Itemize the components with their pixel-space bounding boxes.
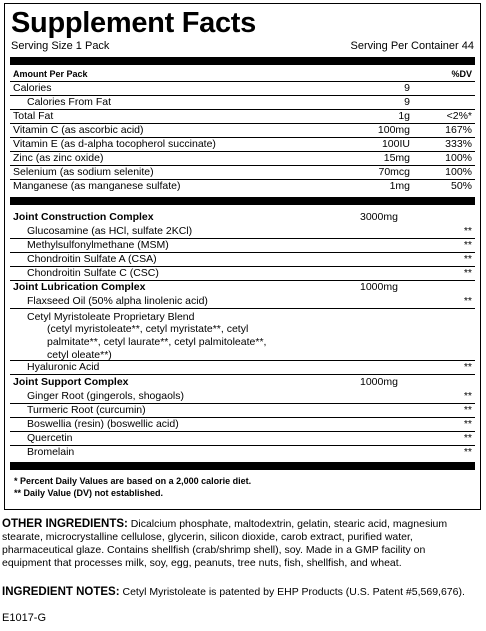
nutrient-amount: 9 xyxy=(404,96,410,108)
dv-header: %DV xyxy=(451,69,472,79)
ingredient-dv: ** xyxy=(463,446,472,458)
ingredient-row xyxy=(10,253,475,267)
nutrient-row xyxy=(10,96,475,110)
ingredient-row xyxy=(10,446,475,460)
nutrient-amount: 70mcg xyxy=(378,166,410,178)
nutrient-amount: 1g xyxy=(398,110,410,122)
ingredient-label: Methylsulfonylmethane (MSM) xyxy=(27,239,169,251)
nutrient-dv: 100% xyxy=(445,166,472,178)
blend-title: Cetyl Myristoleate Proprietary Blend xyxy=(27,311,195,323)
nutrient-label: Vitamin C (as ascorbic acid) xyxy=(13,124,144,136)
serving-size: Serving Size 1 Pack xyxy=(11,40,110,52)
ingredient-row xyxy=(10,390,475,404)
nutrient-dv: 100% xyxy=(445,152,472,164)
ingredient-label: Ginger Root (gingerols, shogaols) xyxy=(27,390,184,402)
complex-amount: 1000mg xyxy=(360,281,398,293)
nutrient-amount: 1mg xyxy=(389,180,410,192)
ingredient-label: Hyaluronic Acid xyxy=(27,361,100,373)
nutrient-dv: <2%* xyxy=(446,110,472,122)
thick-divider xyxy=(10,57,475,65)
blend-line: palmitate**, cetyl laurate**, cetyl palmitoleate**, xyxy=(47,336,267,348)
ingredient-dv: ** xyxy=(463,295,472,307)
ingredient-dv: ** xyxy=(463,361,472,373)
ingredient-label: Flaxseed Oil (50% alpha linolenic acid) xyxy=(27,295,208,307)
nutrient-row xyxy=(10,110,475,124)
ingredient-label: Glucosamine (as HCl, sulfate 2KCl) xyxy=(27,225,193,237)
nutrient-label: Zinc (as zinc oxide) xyxy=(13,152,104,164)
ingredient-dv: ** xyxy=(463,225,472,237)
supplement-facts-panel xyxy=(4,3,481,510)
ingredient-label: Bromelain xyxy=(27,446,75,458)
ingredient-label: Chondroitin Sulfate C (CSC) xyxy=(27,267,159,279)
ingredient-row xyxy=(10,418,475,432)
blend-line: (cetyl myristoleate**, cetyl myristate**, cetyl xyxy=(47,323,249,335)
nutrient-dv: 50% xyxy=(450,180,472,192)
nutrient-label: Total Fat xyxy=(13,110,54,122)
thick-divider xyxy=(10,197,475,205)
complex-header xyxy=(10,376,475,390)
nutrient-row xyxy=(10,152,475,166)
nutrient-amount: 100IU xyxy=(381,138,410,150)
nutrient-amount: 9 xyxy=(404,82,410,94)
ingredient-row xyxy=(10,432,475,446)
servings-per-container: Serving Per Container 44 xyxy=(350,40,474,52)
nutrient-amount: 15mg xyxy=(383,152,410,164)
ingredient-row xyxy=(10,225,475,239)
ingredient-row xyxy=(10,361,475,375)
complex-title: Joint Lubrication Complex xyxy=(13,281,146,293)
ingredient-notes xyxy=(2,586,465,599)
ingredient-label: Quercetin xyxy=(27,432,73,444)
ingredient-row xyxy=(10,404,475,418)
nutrient-row xyxy=(10,124,475,138)
other-ingredients xyxy=(2,518,447,531)
ingredient-dv: ** xyxy=(463,404,472,416)
ingredient-row xyxy=(10,239,475,253)
ingredient-label: Chondroitin Sulfate A (CSA) xyxy=(27,253,157,265)
nutrient-label: Calories From Fat xyxy=(27,96,112,108)
complex-header xyxy=(10,281,475,295)
complex-amount: 3000mg xyxy=(360,211,398,223)
ingredient-notes-text: Cetyl Myristoleate is patented by EHP Products (U.S. Patent #5,569,676). xyxy=(119,586,465,598)
ingredient-dv: ** xyxy=(463,253,472,265)
nutrient-amount: 100mg xyxy=(377,124,410,136)
ingredient-row xyxy=(10,295,475,309)
complex-header xyxy=(10,211,475,225)
ingredient-dv: ** xyxy=(463,390,472,402)
ingredient-label: Boswellia (resin) (boswellic acid) xyxy=(27,418,179,430)
footnote-dv: * Percent Daily Values are based on a 2,000 calorie diet. xyxy=(14,476,252,486)
nutrient-row xyxy=(10,82,475,96)
other-ingredients-line: equipment that processes milk, soy, egg, peanuts, tree nuts, fish, shellfish, and wheat. xyxy=(2,557,402,569)
complex-title: Joint Construction Complex xyxy=(13,211,154,223)
nutrient-dv: 333% xyxy=(445,138,472,150)
nutrient-label: Calories xyxy=(13,82,52,94)
nutrient-dv: 167% xyxy=(445,124,472,136)
thick-divider xyxy=(10,462,475,470)
nutrient-row xyxy=(10,180,475,194)
product-code: E1017-G xyxy=(2,612,47,624)
other-ingredients-line: stearate, microcrystalline cellulose, glycerin, silicon dioxide, carob extract, purified water, xyxy=(2,531,413,543)
nutrient-row xyxy=(10,138,475,152)
ingredient-label: Turmeric Root (curcumin) xyxy=(27,404,146,416)
blend-line: cetyl oleate**) xyxy=(47,349,112,361)
nutrient-row xyxy=(10,166,475,180)
ingredient-dv: ** xyxy=(463,418,472,430)
amount-per-pack-header: Amount Per Pack xyxy=(13,69,88,79)
proprietary-blend xyxy=(10,309,475,361)
ingredient-dv: ** xyxy=(463,267,472,279)
ingredient-dv: ** xyxy=(463,432,472,444)
ingredient-notes-heading: INGREDIENT NOTES: xyxy=(2,586,120,598)
nutrient-label: Vitamin E (as d-alpha tocopherol succinate) xyxy=(13,138,216,150)
nutrient-label: Manganese (as manganese sulfate) xyxy=(13,180,181,192)
other-ingredients-line: pharmaceutical glaze. Contains shellfish (crab/shrimp shell), soy. Made in a GMP facility on xyxy=(2,544,426,556)
other-ingredients-heading: OTHER INGREDIENTS: xyxy=(2,518,128,530)
footnote-dv-not-established: ** Daily Value (DV) not established. xyxy=(14,488,164,498)
ingredient-row xyxy=(10,267,475,281)
ingredient-dv: ** xyxy=(463,239,472,251)
complex-amount: 1000mg xyxy=(360,376,398,388)
panel-title: Supplement Facts xyxy=(11,7,256,39)
nutrient-label: Selenium (as sodium selenite) xyxy=(13,166,154,178)
other-ingredients-text: Dicalcium phosphate, maltodextrin, gelatin, stearic acid, magnesium xyxy=(127,518,448,530)
complex-title: Joint Support Complex xyxy=(13,376,129,388)
